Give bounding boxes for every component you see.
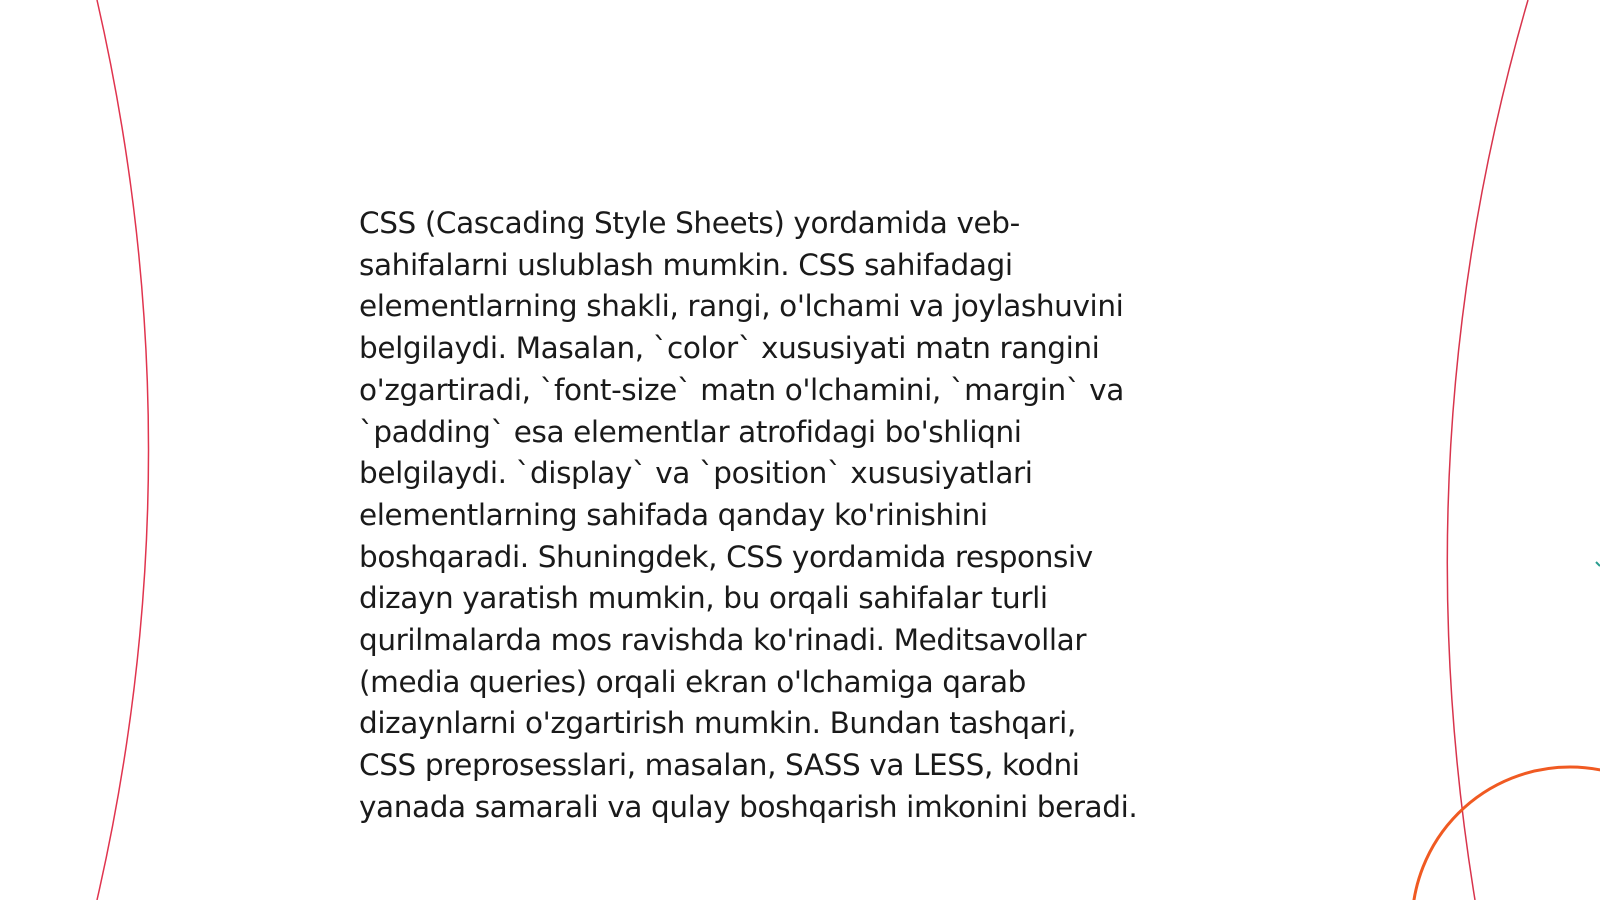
green-tick-mark	[1596, 562, 1600, 566]
orange-circle-arc	[1412, 767, 1600, 900]
right-arc	[1447, 0, 1528, 900]
body-paragraph: CSS (Cascading Style Sheets) yordamida veb- sahifalarni uslublash mumkin. CSS sahifadagi elementlarning shakli, rangi, o'lchami va joylashuvini belgilaydi. Masalan, `color` xususiyati matn rangini o'zgartiradi, `font-size` matn o'lchamini, `margin` va `padding` esa elementlar atrofidagi bo'shliqni belgilaydi. `display` va `position` xususiyatlari elementlarning sahifada qanday ko'rinishini boshqaradi. Shuningdek, CSS yordamida responsiv dizayn yaratish mumkin, bu orqali sahifalar turli qurilmalarda mos ravishda ko'rinadi. Meditsavollar (media queries) orqali ekran o'lchamiga qarab dizaynlarni o'zgartirish mumkin. Bundan tashqari, CSS preprosesslari, masalan, SASS va LESS, kodni yanada samarali va qulay boshqarish imkonini beradi.	[359, 206, 1138, 824]
left-arc	[97, 0, 149, 900]
